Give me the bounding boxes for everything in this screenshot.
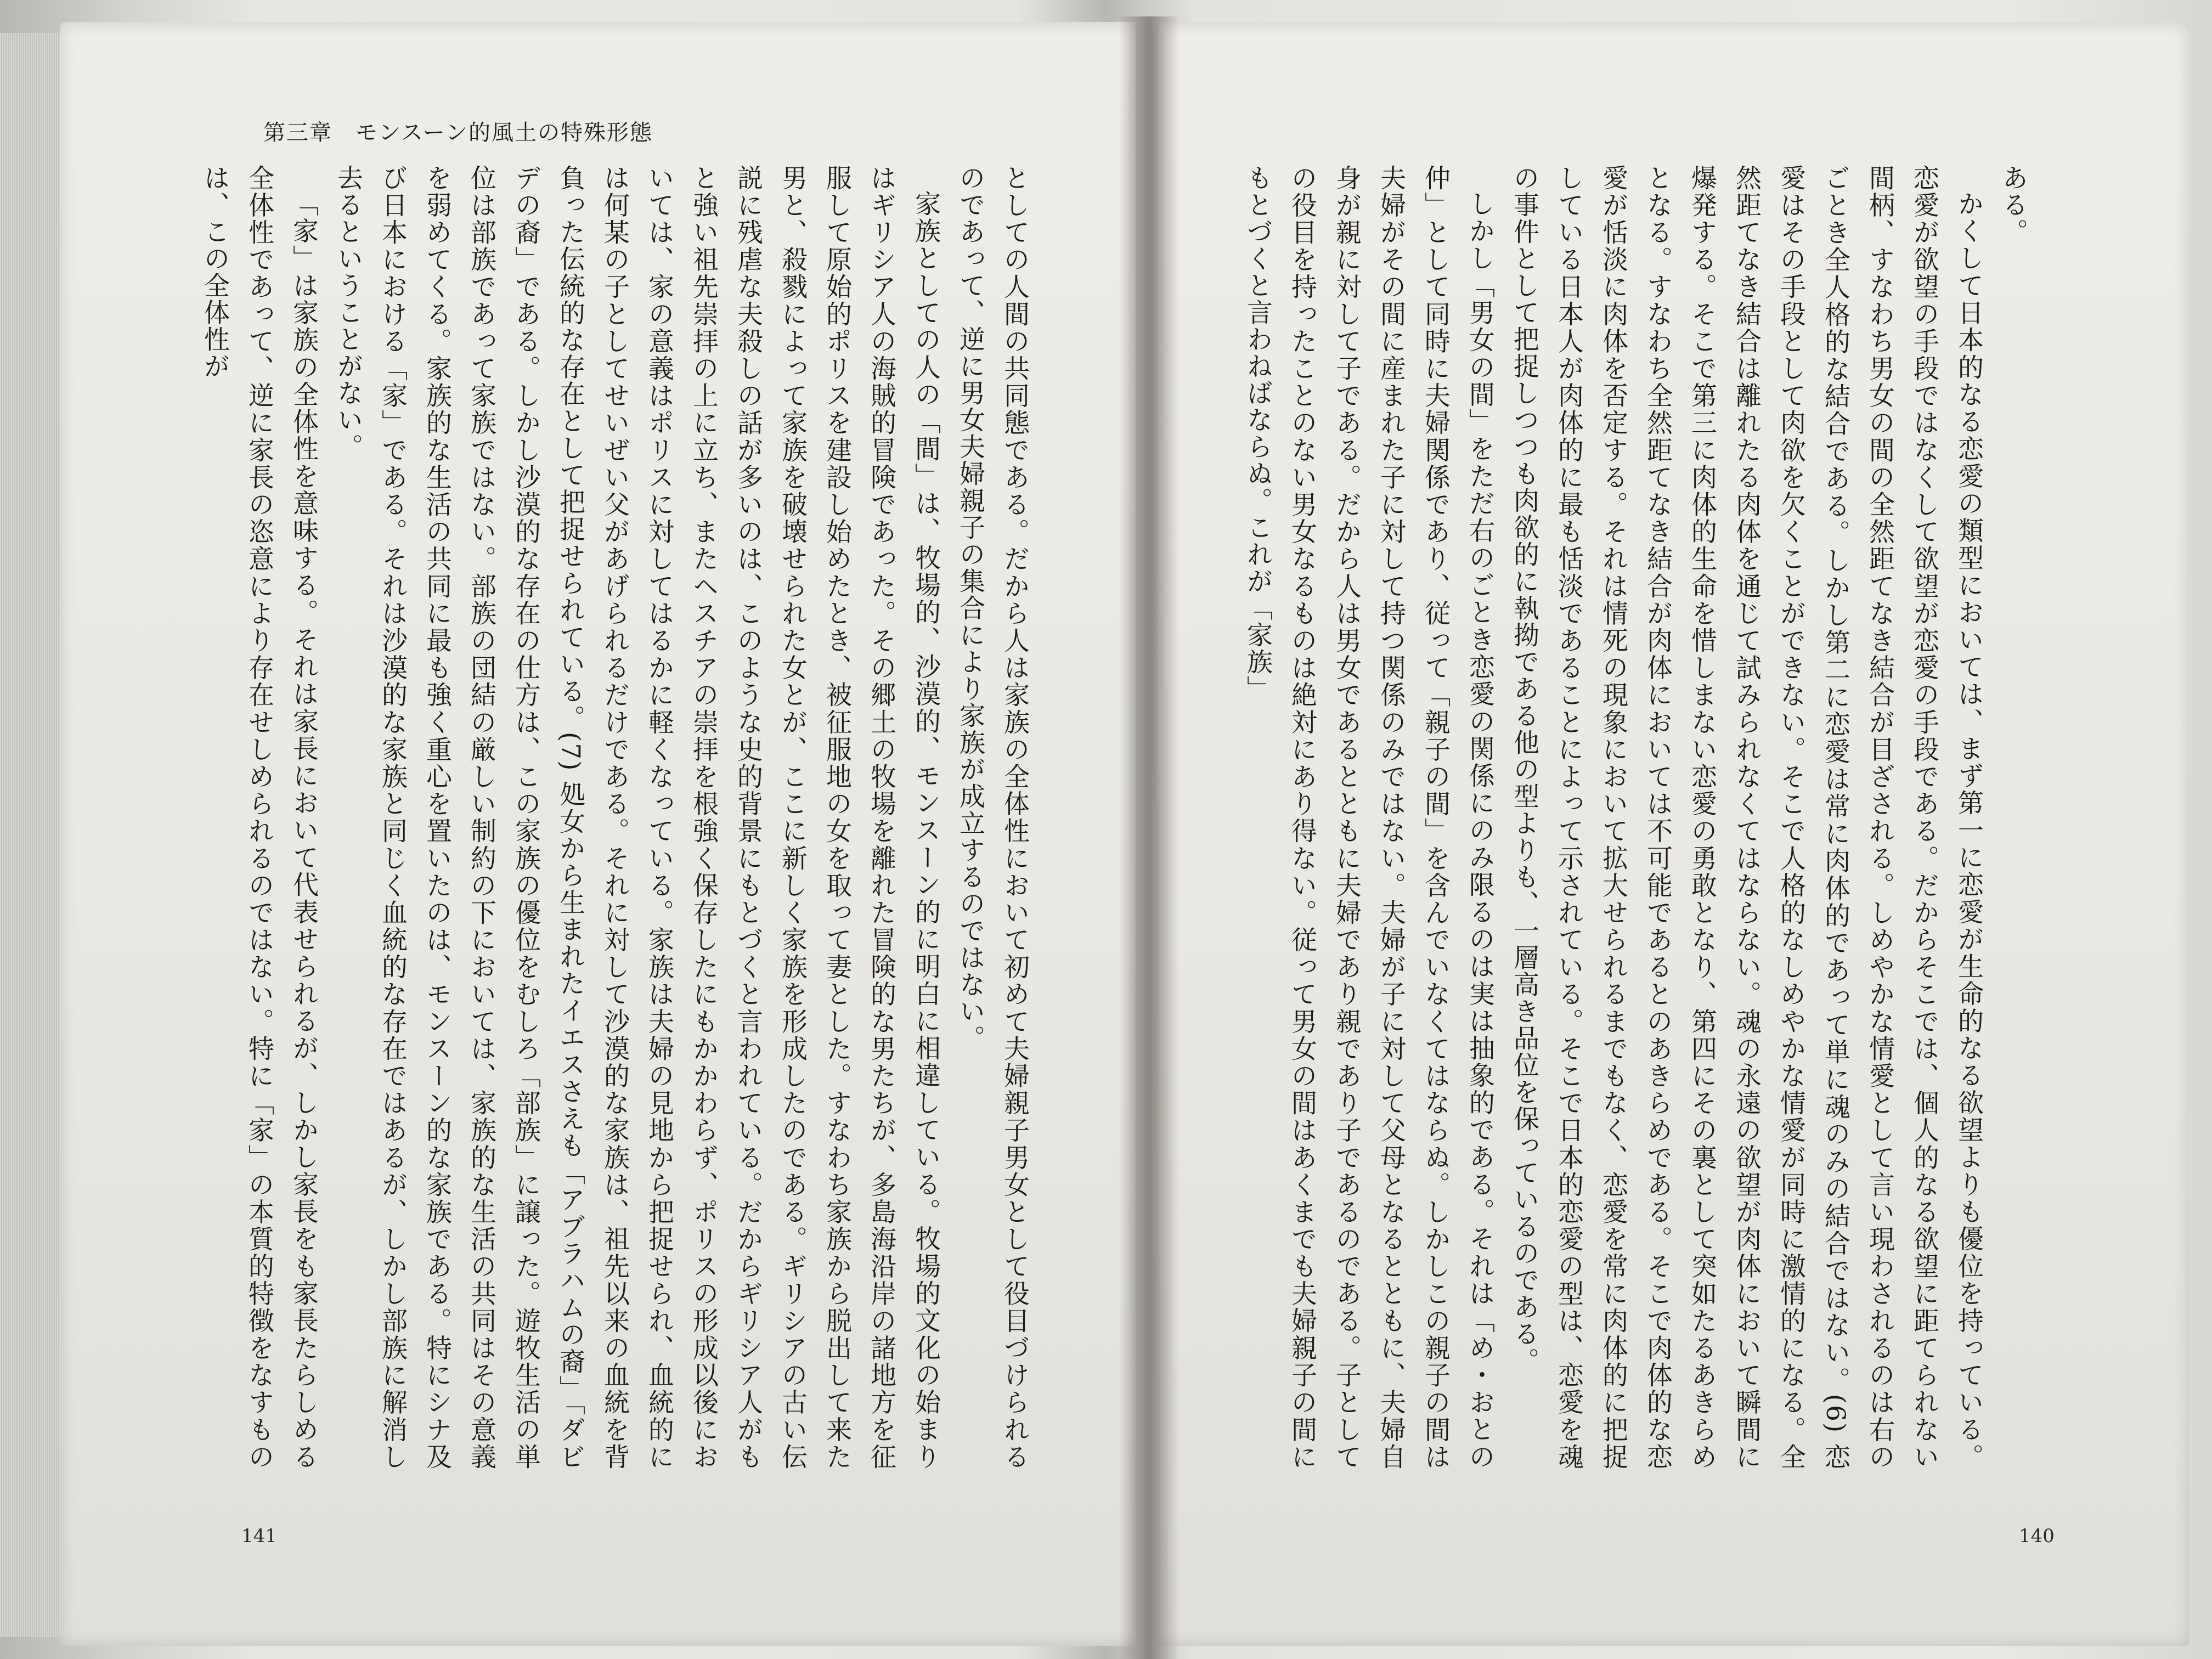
paragraph: しかし「男女の間」をただ右のごとき恋愛の関係にのみ限るのは実は抽象的である。それは「め・おとの仲」として同時に夫婦関係であり、従って「親子の間」を含んでいなくてはならぬ。しかしこの親子の間は夫婦がその間に産まれた子に対して持つ関係のみではない。夫婦が子に対して父母となるとともに、夫婦自身が親に対して子である。だから人は男女であるとともに夫婦であり親であり子であるのである。子としての役目を持ったことのない男女なるものは絶対にあり得ない。従って男女の間はあくまでも夫婦親子の間にもとづくと言わねばならぬ。これが「家族」 [1243, 165, 1495, 1470]
left-page-body [200, 165, 1037, 1470]
paragraph: かくして日本的なる恋愛の類型においては、まず第一に恋愛が生命的なる欲望よりも優位を持っている。恋愛が欲望の手段ではなくして欲望が恋愛の手段である。だからそこでは、個人的なる欲望に距てられない間柄、すなわち男女の間の全然距てなき結合が目ざされる。しめやかな情愛として言い現わされるのは右のごとき全人格的な結合である。しかし第二に恋愛は常に肉体的であって単に魂のみの結合ではない。(6) 恋愛はその手段として肉欲を欠くことができない。そこで人格的なしめやかな情愛が同時に激情的になる。全然距てなき結合は離れたる肉体を通じて試みられなくてはならない。魂の永遠の欲望が肉体において瞬間に爆発する。そこで第三に肉体的生命を惜しまない恋愛の勇敢となり、第四にその裏として突如たるあきらめとなる。すなわち全然距てなき結合が肉体においては不可能であるとのあきらめである。そこで肉体的な恋愛が恬淡に肉体を否定する。それは情死の現象において拡大せられるまでもなく、恋愛を常に肉体的に把捉している日本人が肉体的に最も恬淡であることによって示されている。そこで日本的恋愛の型は、恋愛を魂の事件として把捉しつつも肉欲的に執拗である他の型よりも、一層高き品位を保っているのである。 [1509, 165, 1984, 1470]
paragraph: としての人間の共同態である。だから人は家族の全体性において初めて夫婦親子男女として役目づけられるのであって、逆に男女夫婦親子の集合により家族が成立するのではない。 [955, 165, 1030, 1470]
running-head: 第三章 モンスーン的風土の特殊形態 [263, 120, 653, 145]
paragraph: 家族としての人の「間」は、牧場的、沙漠的、モンスーン的に明白に相違している。牧場的文化の始まりはギリシア人の海賊的冒険であった。その郷土の牧場を離れた冒険的な男たちが、多島海沿岸の諸地方を征服して原始的ポリスを建設し始めたとき、被征服地の女を取って妻とした。すなわち家族から脱出して来た男と、殺戮によって家族を破壊せられた女とが、ここに新しく家族を形成したのである。ギリシアの古い伝説に残虐な夫殺しの話が多いのは、このような史的背景にもとづくと言われている。だからギリシア人がもと強い祖先崇拝の上に立ち、またヘスチアの崇拝を根強く保存したにもかかわらず、ポリスの形成以後においては、家の意義はポリスに対してはるかに軽くなっている。家族は夫婦の見地から把捉せられ、血統的には何某の子としてせいぜい父があげられるだけである。それに対して沙漠的な家族は、祖先以来の血統を背負った伝統的な存在として把捉せられている。(7) 処女から生まれたイエスさえも「アブラハムの裔」「ダビデの裔」である。しかし沙漠的な存在の仕方は、この家族の優位をむしろ「部族」に譲った。遊牧生活の単位は部族であって家族ではない。部族の団結の厳しい制約の下においては、家族的な生活の共同はその意義を弱めてくる。家族的な生活の共同に最も強く重心を置いたのは、モンスーン的な家族である。特にシナ及び日本における「家」である。それは沙漠的な家族と同じく血統的な存在ではあるが、しかし部族に解消し去るということがない。 [333, 165, 941, 1470]
paragraph: 「家」は家族の全体性を意味する。それは家長において代表せられるが、しかし家長をも家長たらしめる全体性であって、逆に家長の恣意により存在せしめられるのではない。特に「家」の本質的特徴をなすものは、この全体性が [200, 165, 319, 1470]
page-number-left: 141 [241, 1525, 277, 1547]
paragraph: ある。 [1998, 165, 2028, 245]
page-edges [0, 33, 60, 1637]
right-page-body [1243, 165, 2035, 1470]
page-number-right: 140 [2019, 1525, 2055, 1547]
